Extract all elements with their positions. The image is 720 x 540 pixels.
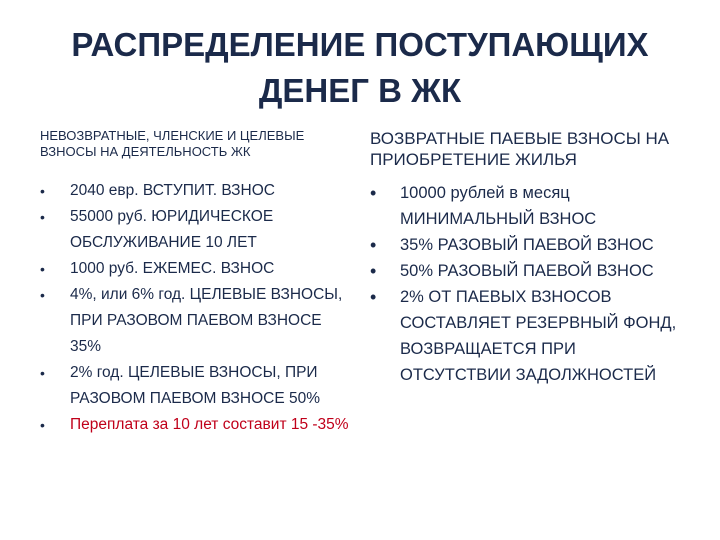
list-item-text: 2040 евр. ВСТУПИТ. ВЗНОС bbox=[70, 182, 275, 199]
left-bullet-list bbox=[40, 178, 355, 438]
overpayment-text: Переплата за 10 лет составит 15 -35% bbox=[70, 416, 349, 433]
bullet-icon: • bbox=[40, 209, 45, 225]
bullet-icon: • bbox=[370, 287, 377, 307]
left-column bbox=[40, 128, 355, 438]
bullet-icon: • bbox=[370, 261, 377, 281]
list-item-text: 2% год. ЦЕЛЕВЫЕ ВЗНОСЫ, ПРИ РАЗОВОМ ПАЕВОМ ВЗНОСЕ 50% bbox=[70, 364, 321, 407]
bullet-icon: • bbox=[370, 235, 377, 255]
list-item-highlight bbox=[40, 412, 355, 438]
bullet-icon: • bbox=[40, 183, 45, 199]
list-item bbox=[370, 180, 690, 232]
list-item-text: 2% ОТ ПАЕВЫХ ВЗНОСОВ СОСТАВЛЯЕТ РЕЗЕРВНЫЙ ФОНД, ВОЗВРАЩАЕТСЯ ПРИ ОТСУТСТВИИ ЗАДОЛЖНОСТЕЙ bbox=[400, 288, 677, 384]
list-item-text: 10000 рублей в месяц МИНИМАЛЬНЫЙ ВЗНОС bbox=[400, 184, 597, 228]
list-item bbox=[370, 284, 690, 388]
list-item bbox=[370, 258, 690, 284]
slide-title: РАСПРЕДЕЛЕНИЕ ПОСТУПАЮЩИХ ДЕНЕГ В ЖК bbox=[71, 26, 649, 109]
list-item-text: 4%, или 6% год. ЦЕЛЕВЫЕ ВЗНОСЫ, ПРИ РАЗОВОМ ПАЕВОМ ВЗНОСЕ 35% bbox=[70, 286, 343, 355]
right-column bbox=[370, 128, 690, 388]
bullet-icon: • bbox=[40, 365, 45, 381]
list-item bbox=[40, 360, 355, 412]
list-item bbox=[40, 256, 355, 282]
list-item-text: 50% РАЗОВЫЙ ПАЕВОЙ ВЗНОС bbox=[400, 262, 654, 280]
list-item bbox=[40, 282, 355, 360]
list-item bbox=[40, 204, 355, 256]
list-item bbox=[370, 232, 690, 258]
bullet-icon: • bbox=[40, 287, 45, 303]
bullet-icon: • bbox=[370, 183, 377, 203]
left-column-heading: НЕВОЗВРАТНЫЕ, ЧЛЕНСКИЕ И ЦЕЛЕВЫЕ ВЗНОСЫ НА ДЕЯТЕЛЬНОСТЬ ЖК bbox=[40, 128, 305, 159]
bullet-icon: • bbox=[40, 417, 45, 433]
list-item bbox=[40, 178, 355, 204]
list-item-text: 55000 руб. ЮРИДИЧЕСКОЕ ОБСЛУЖИВАНИЕ 10 ЛЕТ bbox=[70, 208, 274, 251]
right-column-heading: ВОЗВРАТНЫЕ ПАЕВЫЕ ВЗНОСЫ НА ПРИОБРЕТЕНИЕ ЖИЛЬЯ bbox=[370, 129, 670, 169]
list-item-text: 1000 руб. ЕЖЕМЕС. ВЗНОС bbox=[70, 260, 275, 277]
right-bullet-list bbox=[370, 180, 690, 388]
list-item-text: 35% РАЗОВЫЙ ПАЕВОЙ ВЗНОС bbox=[400, 236, 654, 254]
bullet-icon: • bbox=[40, 261, 45, 277]
